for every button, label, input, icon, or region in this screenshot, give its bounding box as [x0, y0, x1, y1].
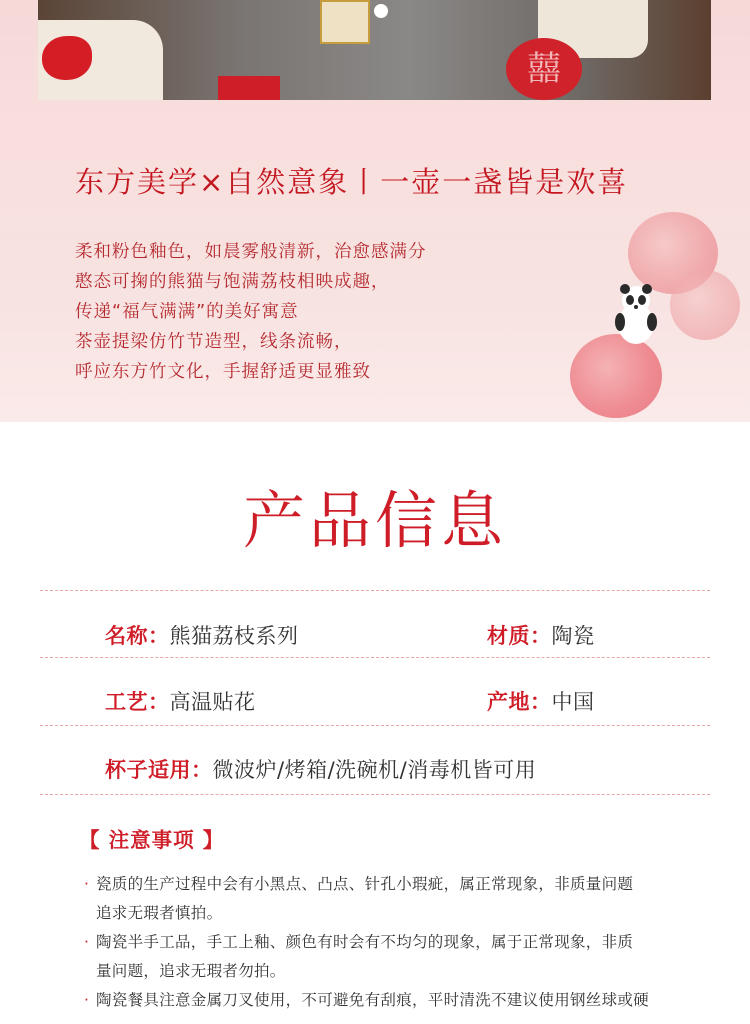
divider — [40, 657, 710, 658]
origin-label: 产地： — [487, 690, 552, 714]
intro-section — [0, 112, 750, 422]
bullet-icon: · — [84, 991, 90, 1009]
divider — [40, 725, 710, 726]
double-happiness-seal: 囍 — [506, 38, 582, 100]
note-line: 陶瓷餐具注意金属刀叉使用，不可避免有刮痕，平时清洗不建议使用钢丝球或硬 — [96, 991, 650, 1009]
panda-illustration — [606, 282, 666, 348]
bullet-icon: · — [84, 933, 90, 951]
gift-tag — [320, 0, 370, 44]
bullet-icon: · — [84, 875, 90, 893]
red-envelope — [218, 76, 280, 100]
intro-line: 茶壶提梁仿竹节造型，线条流畅， — [75, 332, 353, 352]
red-paper-flower — [42, 36, 92, 80]
material-label: 材质： — [487, 624, 552, 648]
intro-description — [75, 237, 545, 387]
note-item — [86, 870, 716, 928]
intro-line: 柔和粉色釉色，如晨雾般清新，治愈感满分 — [75, 242, 427, 262]
name-label: 名称： — [105, 624, 170, 648]
product-info-title: 产品信息 — [242, 484, 507, 557]
note-line: 瓷质的生产过程中会有小黑点、凸点、针孔小瑕疵，属正常现象，非质量问题 — [96, 875, 634, 893]
intro-line: 憨态可掬的熊猫与饱满荔枝相映成趣， — [75, 272, 390, 292]
name-value: 熊猫荔枝系列 — [169, 624, 299, 648]
divider — [40, 794, 710, 795]
note-item — [86, 928, 716, 986]
info-name-row — [105, 620, 299, 650]
note-line: 追求无瑕者慎拍。 — [96, 904, 223, 922]
intro-title: 东方美学×自然意象丨一壶一盏皆是欢喜 — [75, 165, 629, 199]
note-item — [86, 986, 716, 1015]
product-photo-strip — [0, 0, 750, 112]
usage-value: 微波炉/烤箱/洗碗机/消毒机皆可用 — [212, 758, 537, 782]
pearl-ornament — [374, 4, 388, 18]
product-photo — [38, 0, 711, 100]
craft-label: 工艺： — [105, 690, 170, 714]
intro-line: 呼应东方竹文化，手握舒适更显雅致 — [75, 362, 371, 382]
divider — [40, 590, 710, 591]
info-usage-row — [105, 754, 536, 784]
info-material-row — [487, 620, 595, 650]
notes-list — [86, 870, 716, 1015]
info-origin-row — [487, 686, 595, 716]
origin-value: 中国 — [551, 690, 595, 714]
intro-line: 传递“福气满满”的美好寓意 — [75, 302, 299, 322]
notes-title: 【 注意事项 】 — [79, 828, 225, 852]
lychee-illustration — [670, 270, 740, 340]
note-line: 陶瓷半手工品，手工上釉、颜色有时会有不均匀的现象，属于正常现象，非质 — [96, 933, 634, 951]
note-line: 量问题，追求无瑕者勿拍。 — [96, 962, 286, 980]
info-craft-row — [105, 686, 256, 716]
craft-value: 高温贴花 — [169, 690, 256, 714]
material-value: 陶瓷 — [551, 624, 595, 648]
usage-label: 杯子适用： — [105, 758, 213, 782]
